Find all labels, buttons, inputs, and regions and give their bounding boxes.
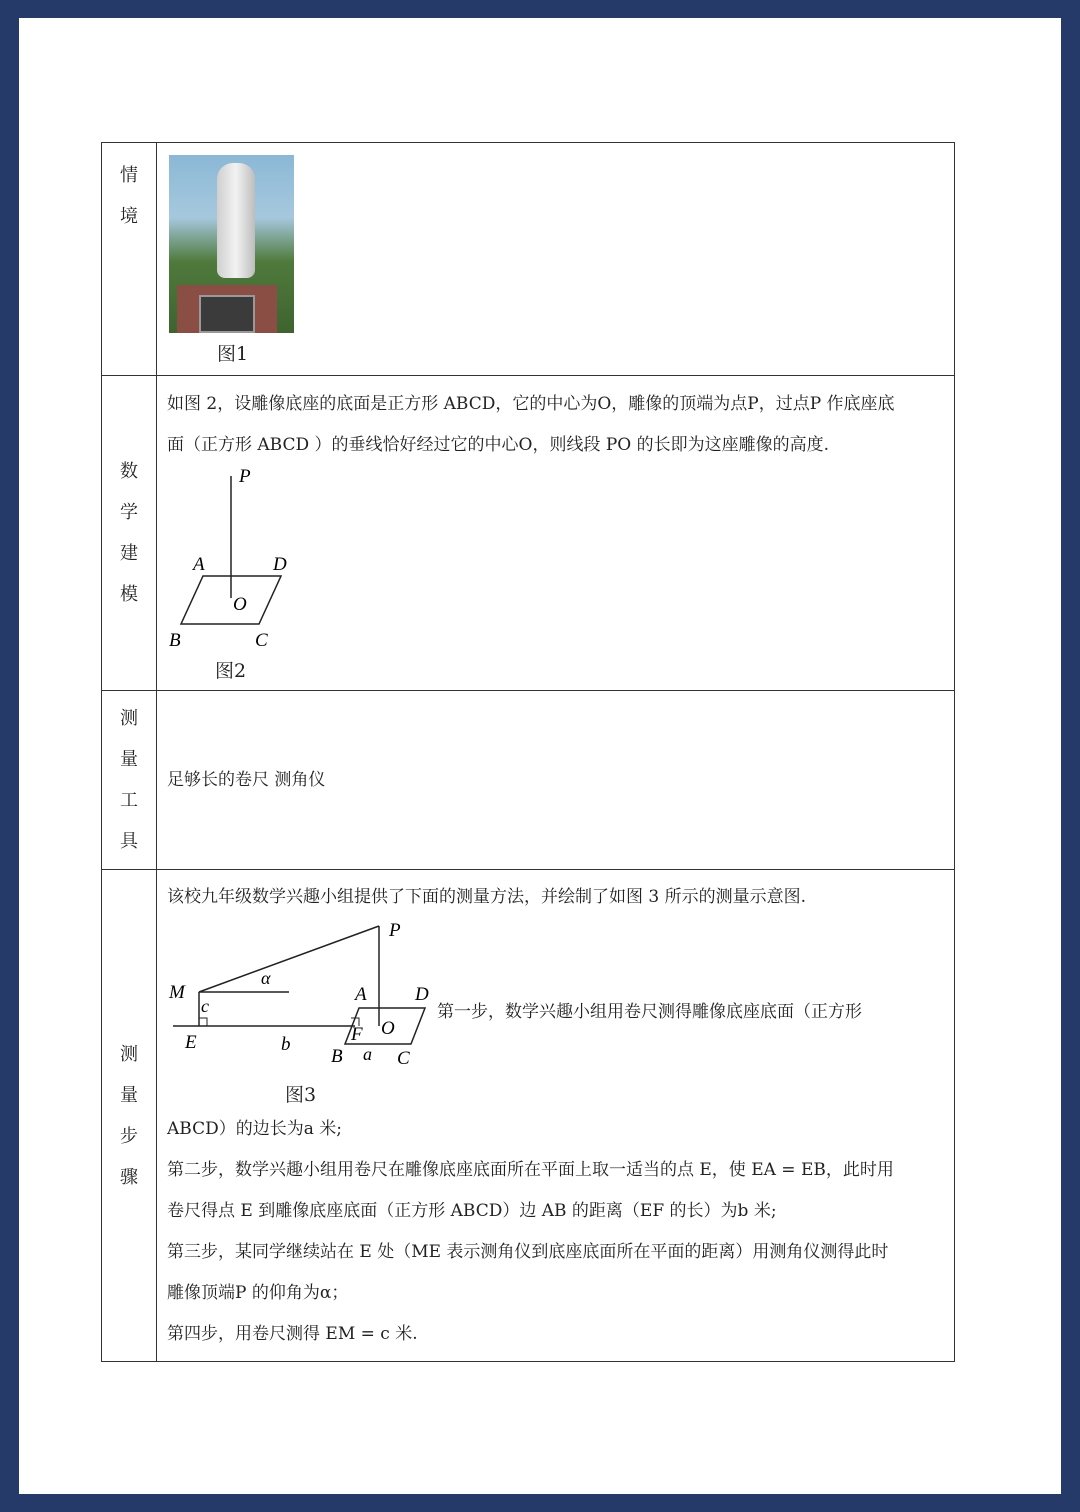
figure2-caption: 图2 xyxy=(215,660,247,682)
label-situation: 情境 xyxy=(120,165,138,227)
fig3-label-a: a xyxy=(363,1044,372,1064)
row-model xyxy=(102,376,955,691)
fig3-point-D: D xyxy=(415,984,429,1005)
step2-line-a: 第二步，数学兴趣小组用卷尺在雕像底座底面所在平面上取一适当的点 E，使 EA = EB，此时用 xyxy=(167,1160,894,1180)
tools-text: 足够长的卷尺 测角仪 xyxy=(167,769,326,790)
step4-line: 第四步，用卷尺测得 EM = c 米. xyxy=(167,1324,418,1344)
step3-line-a: 第三步，某同学继续站在 E 处（ME 表示测角仪到底座底面所在平面的距离）用测角仪测得此时 xyxy=(167,1242,889,1262)
fig3-angle-alpha: α xyxy=(261,968,271,988)
row-situation xyxy=(102,143,955,376)
fig2-point-D: D xyxy=(273,554,287,575)
row-steps xyxy=(102,870,955,1362)
label-model: 数学建模 xyxy=(120,461,138,605)
label-cell-tools xyxy=(102,691,157,870)
steps-text-block xyxy=(157,1109,954,1355)
statue-figure xyxy=(217,163,255,278)
step1-line-a: 第一步，数学兴趣小组用卷尺测得雕像底座底面（正方形 xyxy=(437,1002,862,1022)
content-cell-steps xyxy=(157,870,955,1362)
statue-plaque xyxy=(199,295,255,333)
model-text-line2: 面（正方形 ABCD ）的垂线恰好经过它的中心O，则线段 PO 的长即为这座雕像的高度. xyxy=(167,435,830,455)
fig3-point-O: O xyxy=(381,1018,395,1039)
fig3-point-F: F xyxy=(351,1024,363,1045)
figure3-diagram xyxy=(165,914,445,1064)
activity-table xyxy=(101,142,955,1362)
fig3-point-P: P xyxy=(389,920,401,941)
fig2-point-P: P xyxy=(239,466,251,487)
fig3-label-b: b xyxy=(281,1034,291,1055)
step3-line-b: 雕像顶端P 的仰角为α； xyxy=(167,1283,349,1303)
fig2-point-B: B xyxy=(169,630,181,651)
statue-photo xyxy=(169,155,294,333)
fig3-point-E: E xyxy=(185,1032,197,1053)
fig3-point-B: B xyxy=(331,1046,343,1064)
figure1-caption: 图1 xyxy=(217,343,249,365)
step1-line-b: ABCD）的边长为a 米; xyxy=(167,1119,342,1139)
label-tools: 测量工具 xyxy=(120,708,138,852)
model-text-line1: 如图 2，设雕像底座的底面是正方形 ABCD，它的中心为O，雕像的顶端为点P，过点P 作底座底 xyxy=(167,394,895,414)
fig3-point-A: A xyxy=(355,984,367,1005)
fig3-label-c: c xyxy=(201,996,209,1016)
content-cell-situation xyxy=(157,143,955,376)
content-cell-model xyxy=(157,376,955,691)
step2-line-b: 卷尺得点 E 到雕像底座底面（正方形 ABCD）边 AB 的距离（EF 的长）为b 米; xyxy=(167,1201,777,1221)
steps-intro: 该校九年级数学兴趣小组提供了下面的测量方法，并绘制了如图 3 所示的测量示意图. xyxy=(167,887,807,907)
fig2-point-O: O xyxy=(233,594,247,615)
fig2-point-A: A xyxy=(193,554,205,575)
page xyxy=(19,18,1061,1494)
content-cell-tools xyxy=(157,691,955,870)
label-cell-situation xyxy=(102,143,157,376)
fig3-point-C: C xyxy=(397,1048,410,1064)
figure3-caption: 图3 xyxy=(285,1084,317,1106)
fig2-point-C: C xyxy=(255,630,268,651)
label-cell-steps xyxy=(102,870,157,1362)
figure2-diagram xyxy=(165,466,325,686)
fig3-point-M: M xyxy=(169,982,185,1003)
label-steps: 测量步骤 xyxy=(120,1043,138,1188)
row-tools xyxy=(102,691,955,870)
label-cell-model xyxy=(102,376,157,691)
